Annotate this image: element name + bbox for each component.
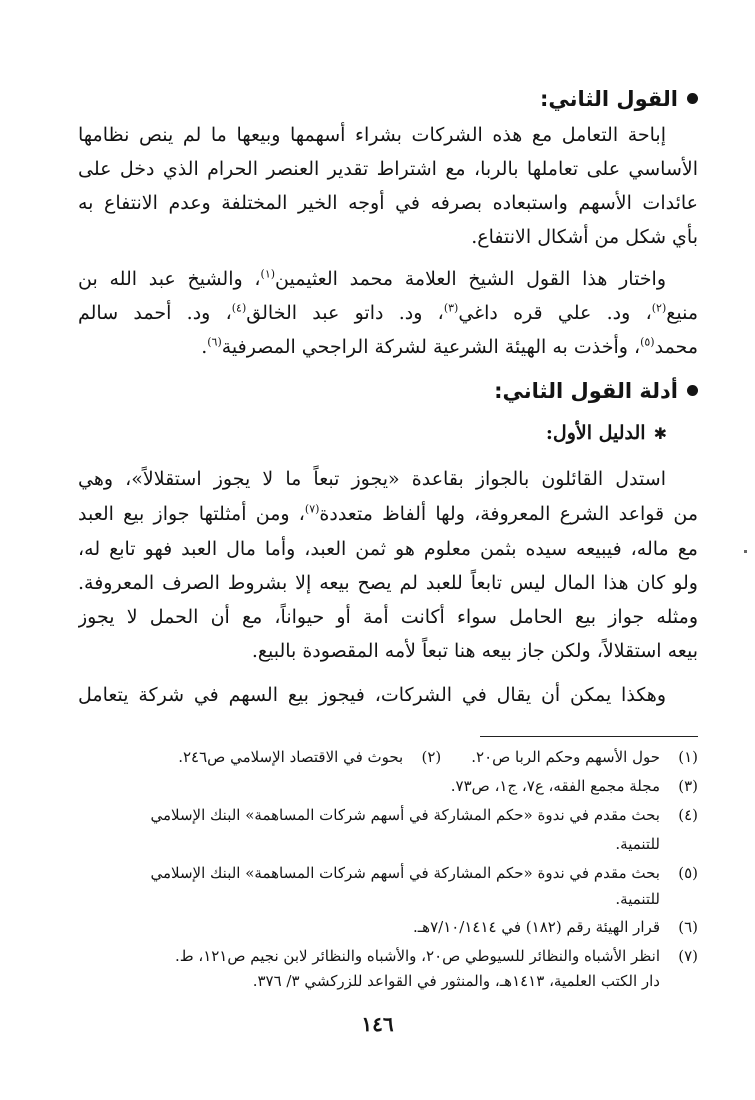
para1-line3: عائدات الأسهم واستبعاده بصرفه في أوجه الخير المختلفة وعدم الانتفاع به (78, 192, 698, 214)
footnote-separator (480, 736, 698, 737)
footnote-ref: (٥) (640, 335, 655, 349)
para4-line1: وهكذا يمكن أن يقال في الشركات، فيجوز بيع السهم في شركة يتعامل (78, 684, 666, 706)
para3-line6: بيعه استقلالاً، ولكن جاز بيعه هنا تبعاً لأمه المقصودة بالبيع. (251, 640, 698, 662)
footnote-3: (٣)مجلة مجمع الفقه، ع٧، ج١، ص٧٣. (450, 777, 698, 795)
footnote-ref: (١) (260, 267, 276, 281)
para3-line1: استدل القائلون بالجواز بقاعدة «يجوز تبعاً ما لا يجوز استقلالاً»، وهي (78, 468, 666, 490)
subheading-first-evidence (546, 418, 667, 449)
footnote-ref: (٦) (207, 335, 222, 349)
para3-line3: مع ماله، فيبيعه سيده بثمن معلوم هو ثمن العبد، وأما مال العبد فهو تابع له، (78, 538, 698, 560)
para1-line1: إباحة التعامل مع هذه الشركات بشراء أسهمها وبيعها ما لم ينص نظامها (78, 124, 666, 146)
section-heading-second-opinion (540, 84, 698, 114)
bullet-icon (687, 93, 698, 104)
para1-line2: الأساسي على تعاملها بالربا، مع اشتراط تقدير العنصر الحرام الذي دخل على (78, 158, 698, 180)
para2-line2: منيع$^{(٢)}$، ود. علي قره داغي$^{(٣)}$، ود. داتو عبد الخالق$^{(٤)}$، ود. أحمد سالم (78, 301, 698, 324)
footnote-4: (٤)بحث مقدم في ندوة «حكم المشاركة في أسهم شركات المساهمة» البنك الإسلامي (150, 806, 698, 824)
para2-line3: محمد$^{(٥)}$، وأخذت به الهيئة الشرعية لشركة الراجحي المصرفية$^{(٦)}$. (201, 335, 698, 358)
footnote-ref: (٧) (304, 502, 320, 516)
para3-line4: ولو كان هذا المال ليس تابعاً للعبد لم يصح بيعه إلا بشروط الصرف المعروفة. (78, 572, 698, 594)
para1-line4: بأي شكل من أشكال الانتفاع. (471, 226, 698, 248)
para3-line2: من قواعد الشرع المعروفة، ولها ألفاظ متعددة$^{(٧)}$، ومن أمثلتها جواز بيع العبد (78, 502, 698, 525)
footnote-1-2: (١)حول الأسهم وحكم الربا ص٢٠.(٢)بحوث في الاقتصاد الإسلامي ص٢٤٦. (178, 748, 698, 766)
asterisk-icon: ✱ (653, 424, 667, 443)
section-heading-evidence (494, 376, 698, 406)
heading-text: القول الثاني: (540, 87, 678, 111)
para3-line5: ومثله جواز بيع الحامل سواء أكانت أمة أو حيواناً، مع أن الحمل لا يجوز (78, 606, 698, 628)
footnote-ref: (٤) (231, 301, 247, 315)
footnote-5: (٥)بحث مقدم في ندوة «حكم المشاركة في أسهم شركات المساهمة» البنك الإسلامي (150, 864, 698, 882)
footnote-4-cont: للتنمية. (615, 835, 660, 853)
subheading-text: الدليل الأول: (545, 422, 646, 444)
page-number: ١٤٦ (361, 1012, 394, 1036)
scan-mark (744, 550, 747, 553)
para2-line1: واختار هذا القول الشيخ العلامة محمد العثيمين$^{(١)}$، والشيخ عبد الله بن (78, 267, 666, 290)
heading-text: أدلة القول الثاني: (494, 379, 678, 403)
footnote-ref: (٣) (443, 301, 459, 315)
footnote-6: (٦)قرار الهيئة رقم (١٨٢) في ٧/١٠/١٤١٤هـ. (413, 918, 698, 936)
footnote-5-cont: للتنمية. (615, 890, 660, 908)
footnote-7: (٧)انظر الأشباه والنظائر للسيوطي ص٢٠، والأشباه والنظائر لابن نجيم ص١٢١، ط. (174, 947, 698, 965)
footnote-7-cont: دار الكتب العلمية، ١٤١٣هـ، والمنثور في القواعد للزركشي ٣/ ٣٧٦. (252, 972, 660, 990)
footnote-ref: (٢) (651, 301, 667, 315)
bullet-icon (687, 385, 698, 396)
